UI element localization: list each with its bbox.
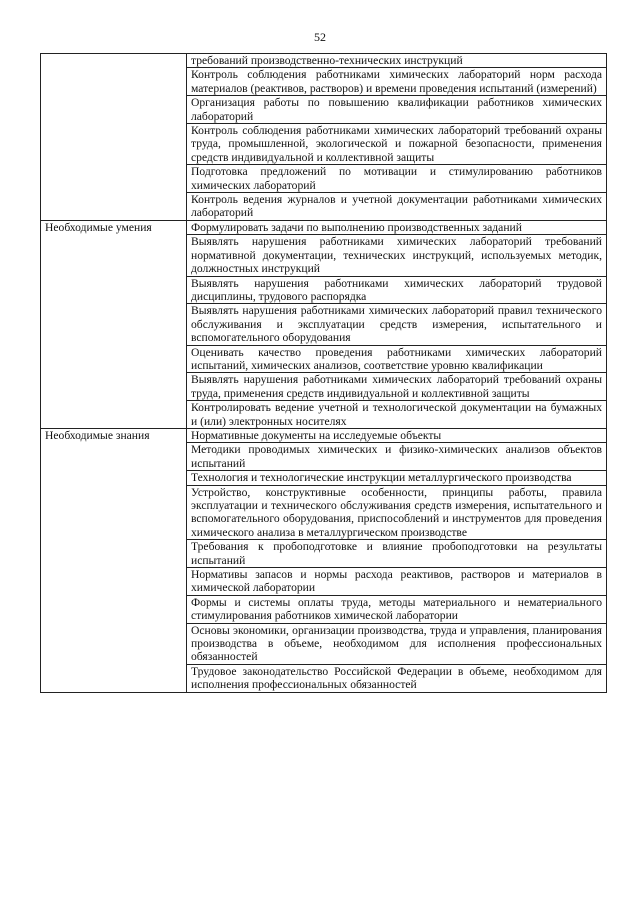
page-number: 52 (314, 30, 326, 44)
requirement-text: Подготовка предложений по мотивации и стимулированию работников химических лабораторий (187, 165, 607, 193)
requirements-table-body (41, 54, 607, 693)
table-row (41, 54, 607, 68)
requirements-table (40, 53, 607, 693)
table-row (41, 220, 607, 234)
requirement-text: Методики проводимых химических и физико-химических анализов объектов испытаний (187, 443, 607, 471)
requirement-text: Выявлять нарушения работниками химических лабораторий требований нормативной документации, технических инструкций, используемых методик, должностных инструкций (187, 235, 607, 276)
requirement-text: Выявлять нарушения работниками химических лабораторий требований охраны труда, применения средств индивидуальной и коллективной защиты (187, 373, 607, 401)
group-label: Необходимые умения (41, 220, 187, 428)
requirement-text: Контроль соблюдения работниками химических лабораторий норм расхода материалов (реактивов, растворов) и времени проведения испытаний (измерений) (187, 68, 607, 96)
requirement-text: Оценивать качество проведения работниками химических лабораторий испытаний, химических анализов, соответствие уровню квалификации (187, 345, 607, 373)
requirement-text: Устройство, конструктивные особенности, принципы работы, правила эксплуатации и технического обслуживания средств измерения, испытательного и вспомогательного оборудования, приспособлений и инструментов для проведения химического анализа в металлургическом производстве (187, 485, 607, 540)
requirement-text: требований производственно-технических инструкций (187, 54, 607, 68)
requirement-text: Организация работы по повышению квалификации работников химических лабораторий (187, 96, 607, 124)
requirement-text: Выявлять нарушения работниками химических лабораторий правил технического обслуживания и эксплуатации средств измерения, испытательного и вспомогательного оборудования (187, 304, 607, 345)
requirement-text: Нормативы запасов и нормы расхода реактивов, растворов и материалов в химической лаборатории (187, 568, 607, 596)
requirement-text: Формулировать задачи по выполнению производственных заданий (187, 220, 607, 234)
group-label: Необходимые знания (41, 428, 187, 692)
requirement-text: Контроль соблюдения работниками химических лабораторий требований охраны труда, промышленной, экологической и пожарной безопасности, применения средств индивидуальной и коллективной защиты (187, 124, 607, 165)
table-row (41, 428, 607, 442)
group-label (41, 54, 187, 221)
requirement-text: Нормативные документы на исследуемые объекты (187, 428, 607, 442)
requirement-text: Технология и технологические инструкции металлургического производства (187, 471, 607, 485)
requirement-text: Контроль ведения журналов и учетной документации работниками химических лабораторий (187, 193, 607, 221)
requirement-text: Выявлять нарушения работниками химических лабораторий трудовой дисциплины, трудового распорядка (187, 276, 607, 304)
requirement-text: Формы и системы оплаты труда, методы материального и нематериального стимулирования работников химической лаборатории (187, 595, 607, 623)
requirement-text: Контролировать ведение учетной и технологической документации на бумажных и (или) электронных носителях (187, 401, 607, 429)
requirement-text: Основы экономики, организации производства, труда и управления, планирования производства в объеме, необходимом для исполнения профессиональных обязанностей (187, 623, 607, 664)
requirement-text: Требования к пробоподготовке и влияние пробоподготовки на результаты испытаний (187, 540, 607, 568)
requirement-text: Трудовое законодательство Российской Федерации в объеме, необходимом для исполнения профессиональных обязанностей (187, 664, 607, 692)
